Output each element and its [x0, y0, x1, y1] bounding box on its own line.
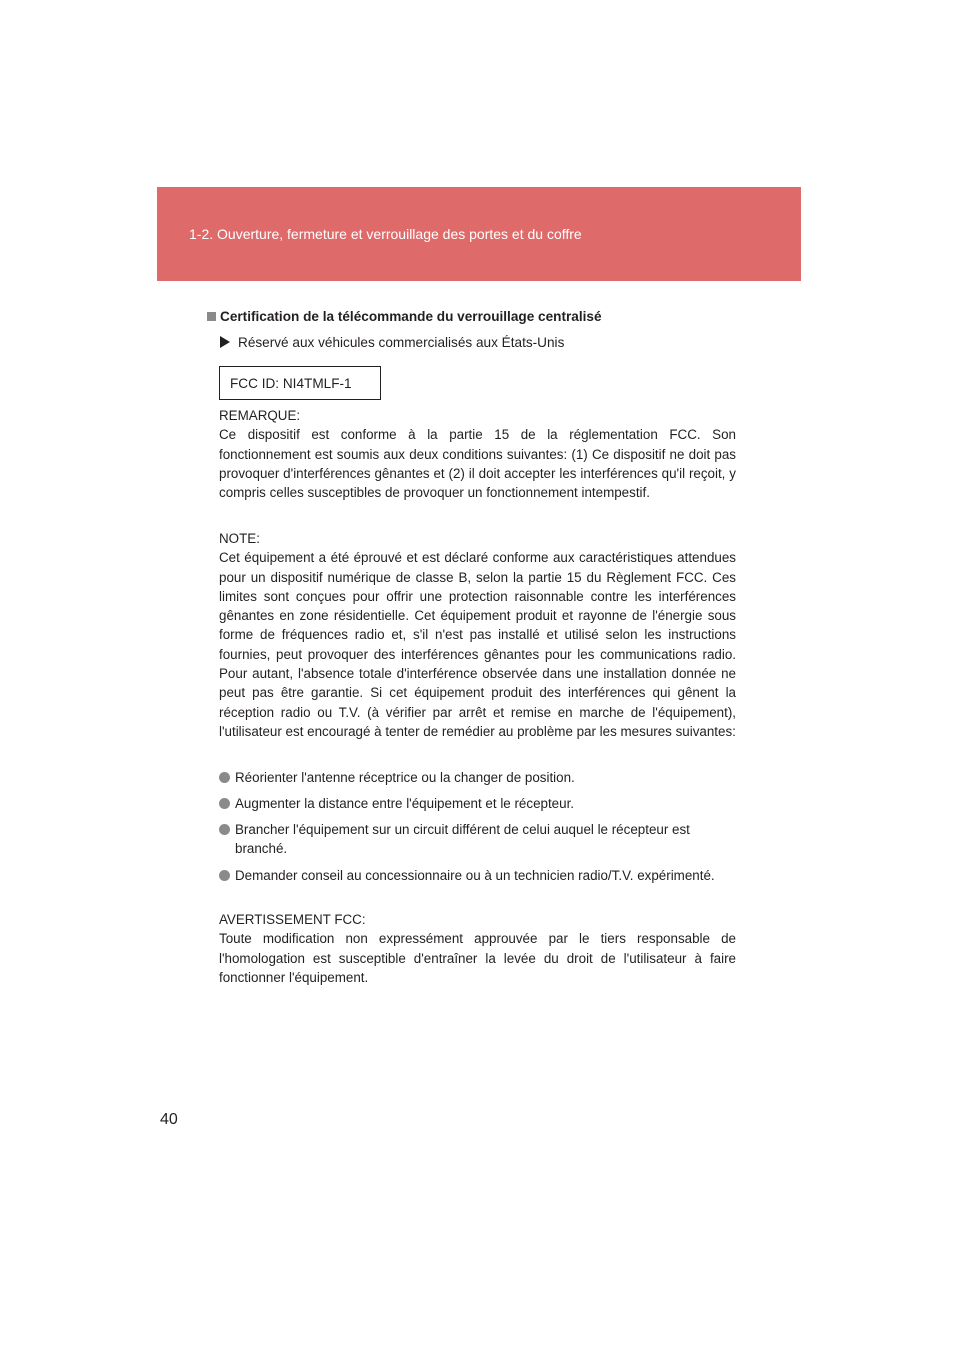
- measure-item: [219, 820, 736, 859]
- section-title: [207, 309, 602, 324]
- measure-item: [219, 866, 736, 885]
- section-title-text: Certification de la télécommande du verrouillage centralisé: [220, 309, 602, 324]
- square-bullet-icon: [207, 312, 216, 321]
- market-note: [220, 335, 564, 350]
- remarque-block: [219, 406, 736, 502]
- measure-item: [219, 794, 736, 813]
- avertissement-block: [219, 910, 736, 987]
- market-note-text: Réservé aux véhicules commercialisés aux États-Unis: [238, 335, 565, 350]
- measure-text: Brancher l'équipement sur un circuit différent de celui auquel le récepteur est branché.: [235, 822, 690, 857]
- avertissement-body: Toute modification non expressément approuvée par le tiers responsable de l'homologation est susceptible d'entraîner la levée du droit de l'utilisateur à faire fonctionner l'équipement.: [219, 931, 736, 985]
- page-number: 40: [160, 1111, 178, 1128]
- chapter-header-title: 1-2. Ouverture, fermeture et verrouillage des portes et du coffre: [189, 226, 582, 242]
- round-bullet-icon: [219, 798, 230, 809]
- note-block: [219, 529, 736, 741]
- triangle-arrow-icon: [220, 336, 230, 348]
- measure-text: Réorienter l'antenne réceptrice ou la changer de position.: [235, 770, 575, 785]
- remarque-heading: REMARQUE:: [219, 408, 301, 423]
- note-body: Cet équipement a été éprouvé et est déclaré conforme aux caractéristiques attendues pour un dispositif numérique de classe B, selon la partie 15 du Règlement FCC. Ces limites sont conçues pour offrir une protection raisonnable contre les interférences gênantes en zone résidentielle. Cet équipement produit et rayonne de l'énergie sous forme de fréquences radio et, s'il n'est pas installé et utilisé selon les instructions fournies, peut provoquer des interférences gênantes pour les communications radio. Pour autant, l'absence totale d'interférence observée dans une installation donnée ne peut pas être garantie. Si cet équipement produit des interférences qui gênent la réception radio ou T.V. (à vérifier par arrêt et remise en marche de l'équipement), l'utilisateur est encouragé à tenter de remédier au problème par les mesures suivantes:: [219, 550, 736, 739]
- round-bullet-icon: [219, 824, 230, 835]
- chapter-header-band: [157, 187, 801, 281]
- avertissement-heading: AVERTISSEMENT FCC:: [219, 912, 366, 927]
- measure-text: Augmenter la distance entre l'équipement et le récepteur.: [235, 796, 575, 811]
- round-bullet-icon: [219, 870, 230, 881]
- fcc-id-box: [219, 366, 381, 400]
- remarque-body: Ce dispositif est conforme à la partie 15 de la réglementation FCC. Son fonctionnement est soumis aux deux conditions suivantes: (1) Ce dispositif ne doit pas provoquer d'interférences gênantes et (2) il doit accepter les interférences qu'il reçoit, y compris celles susceptibles de provoquer un fonctionnement intempestif.: [219, 427, 736, 501]
- round-bullet-icon: [219, 772, 230, 783]
- measure-text: Demander conseil au concessionnaire ou à un technicien radio/T.V. expérimenté.: [235, 868, 715, 883]
- fcc-id-text: FCC ID: NI4TMLF-1: [230, 376, 352, 391]
- measure-item: [219, 768, 736, 787]
- note-heading: NOTE:: [219, 531, 260, 546]
